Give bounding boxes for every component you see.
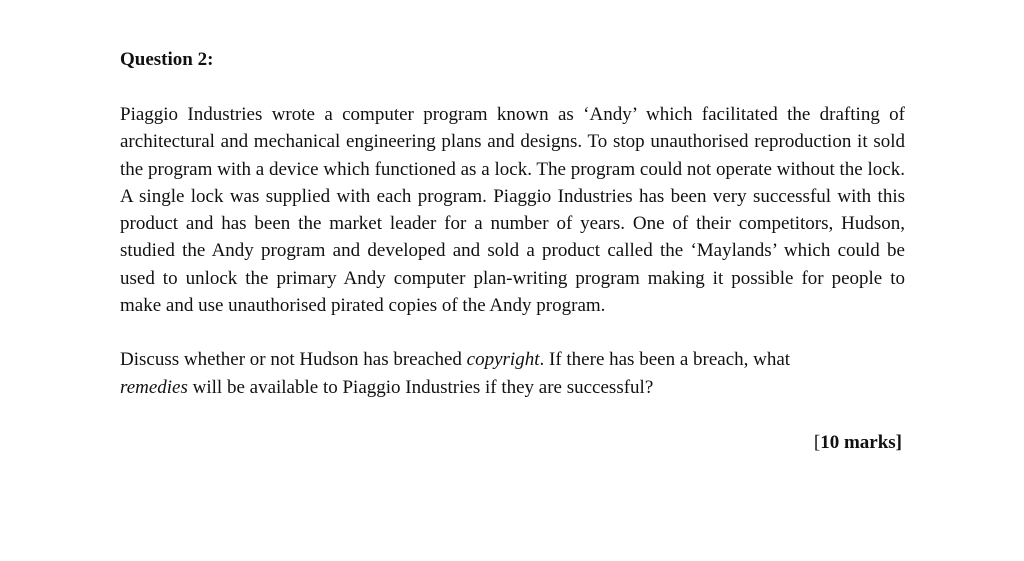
term-remedies: remedies — [120, 376, 188, 398]
question-title: Question 2: — [120, 49, 214, 70]
question-document — [120, 46, 905, 456]
task-paragraph — [120, 346, 905, 401]
marks-value: 10 marks] — [820, 431, 902, 453]
scenario-paragraph: Piaggio Industries wrote a computer program known as ‘Andy’ which facilitated the drafting of architectural and mechanical engineering plans and designs. To stop unauthorised reproduction it sold the program with a device which functioned as a lock. The program could not operate without the lock. A single lock was supplied with each program. Piaggio Industries has been very successful with this product and has been the market leader for a number of years. One of their competitors, Hudson, studied the Andy program and developed and sold a product called the ‘Maylands’ which could be used to unlock the primary Andy computer plan-writing program making it possible for people to make and use unauthorised pirated copies of the Andy program. — [120, 104, 905, 317]
marks-label — [120, 429, 905, 456]
marks-open-bracket: [ — [813, 431, 821, 453]
task-text-1: Discuss whether or not Hudson has breached — [120, 349, 467, 371]
task-text-2: . If there has been a breach, what — [539, 349, 791, 371]
term-copyright: copyright — [466, 349, 540, 371]
task-text-3: will be available to Piaggio Industries if they are successful? — [187, 376, 654, 398]
